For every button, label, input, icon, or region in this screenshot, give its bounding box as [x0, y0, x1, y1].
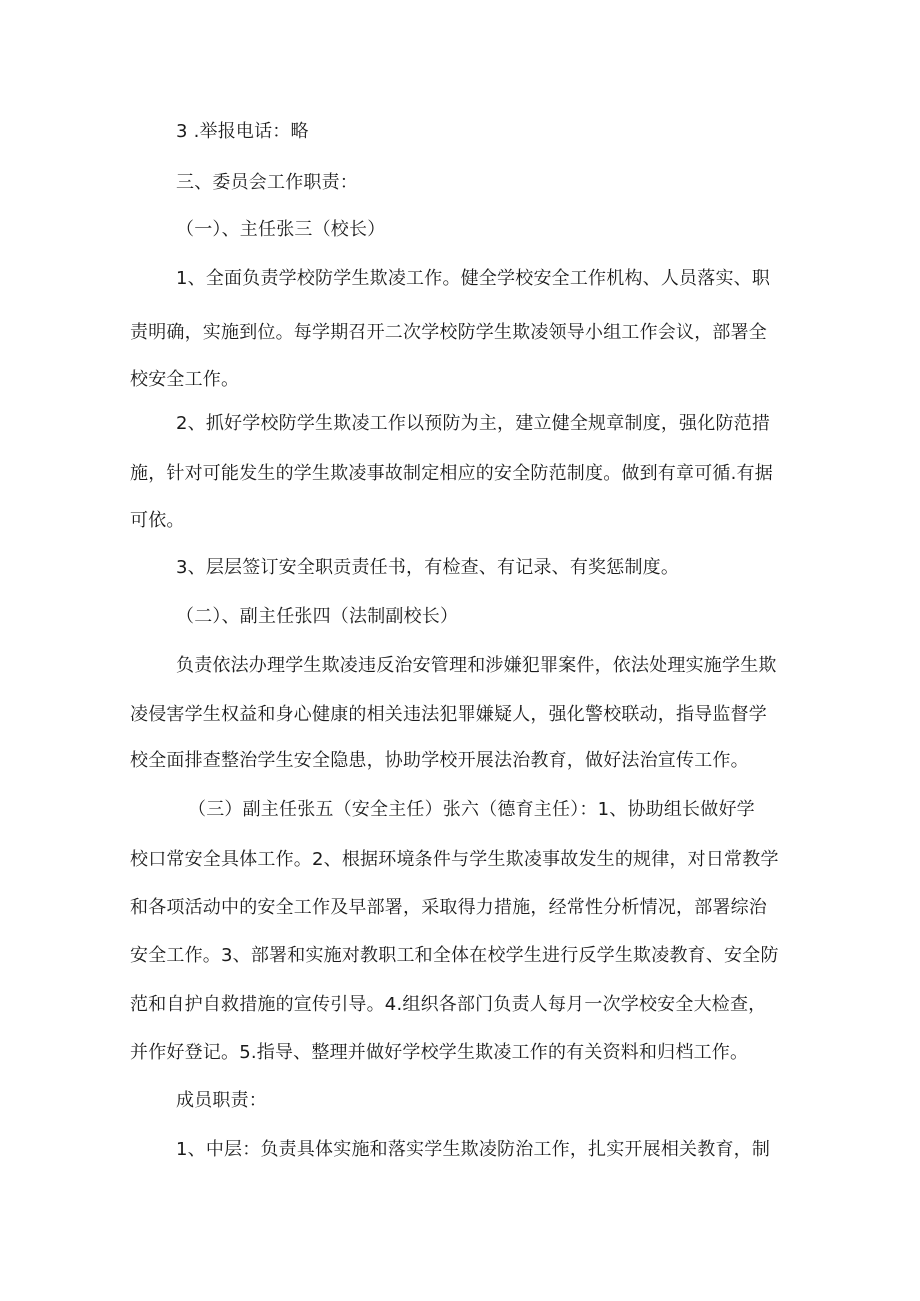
subheading-deputy-director: （二）、副主任张四（法制副校长） — [176, 606, 459, 627]
paragraph-line: 1、中层：负责具体实施和落实学生欺凌防治工作，扎实开展相关教育，制 — [176, 1139, 771, 1160]
subheading-deputy-directors: （三）副主任张五（安全主任）张六（德育主任）：1、协助组长做好学 — [188, 799, 755, 820]
paragraph-line: 凌侵害学生权益和身心健康的相关违法犯罪嫌疑人，强化警校联动，指导监督学 — [130, 704, 767, 725]
paragraph-line: 校全面排查整治学生安全隐患，协助学校开展法治教育，做好法治宣传工作。 — [130, 750, 749, 771]
paragraph-line: 施，针对可能发生的学生欺凌事故制定相应的安全防范制度。做到有章可循.有据 — [130, 463, 773, 484]
subheading-members: 成员职责： — [176, 1090, 267, 1111]
section-heading-3: 三、委员会工作职责： — [176, 172, 358, 193]
report-phone-line: 3 .举报电话：略 — [176, 121, 309, 142]
paragraph-line: 3、层层签订安全职贡责任书，有检查、有记录、有奖惩制度。 — [176, 557, 680, 578]
paragraph-line: 负责依法办理学生欺凌违反治安管理和涉嫌犯罪案件，依法处理实施学生欺 — [176, 655, 777, 676]
paragraph-line: 1、全面负责学校防学生欺凌工作。健全学校安全工作机构、人员落实、职 — [176, 268, 771, 289]
paragraph-line: 和各项活动中的安全工作及早部署，采取得力措施，经常性分析情况，部署综治 — [130, 897, 767, 918]
paragraph-line: 校口常安全具体工作。2、根据环境条件与学生欺凌事故发生的规律，对日常教学 — [130, 849, 779, 870]
paragraph-line: 安全工作。3、部署和实施对教职工和全体在校学生进行反学生欺凌教育、安全防 — [130, 945, 779, 966]
paragraph-line: 责明确，实施到位。每学期召开二次学校防学生欺凌领导小组工作会议，部署全 — [130, 322, 767, 343]
paragraph-line: 2、抓好学校防学生欺凌工作以预防为主，建立健全规章制度，强化防范措 — [176, 413, 771, 434]
paragraph-line: 校安全工作。 — [130, 369, 240, 390]
paragraph-line: 可依。 — [130, 510, 185, 531]
subheading-director: （一）、主任张三（校长） — [176, 219, 386, 240]
paragraph-line: 范和自护自救措施的宣传引导。4.组织各部门负责人每月一次学校安全大检查， — [130, 994, 767, 1015]
paragraph-line: 并作好登记。5.指导、整理并做好学校学生欺凌工作的有关资料和归档工作。 — [130, 1042, 749, 1063]
